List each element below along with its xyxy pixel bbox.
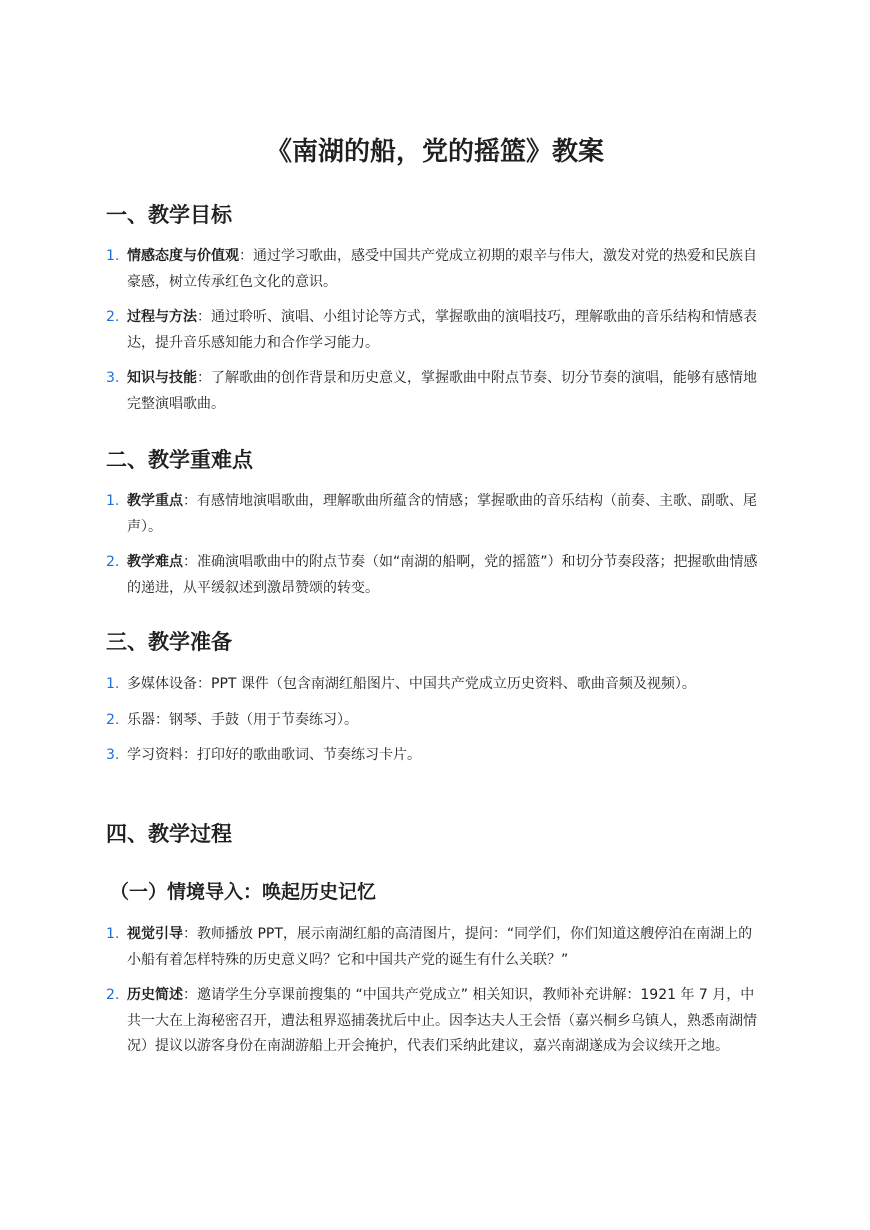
item-text: ：准确演唱歌曲中的附点节奏（如“南湖的船啊，党的摇篮”）和切分节奏段落；把握歌曲情感的递进，从平缓叙述到激昂赞颂的转变。 bbox=[127, 554, 758, 596]
list-item bbox=[106, 305, 766, 356]
item-label: 历史简述 bbox=[127, 987, 183, 1003]
list-number: 1. bbox=[106, 926, 120, 942]
process-list bbox=[106, 922, 766, 1060]
list-number: 3. bbox=[106, 370, 120, 386]
list-number: 2. bbox=[106, 309, 120, 325]
list-item bbox=[106, 672, 766, 698]
item-text: ：教师播放 PPT，展示南湖红船的高清图片，提问：“同学们，你们知道这艘停泊在南湖上的小船有着怎样特殊的历史意义吗？它和中国共产党的诞生有什么关联？” bbox=[127, 926, 753, 968]
list-item bbox=[106, 366, 766, 417]
subsection-heading-intro: （一）情境导入：唤起历史记忆 bbox=[110, 881, 377, 903]
key-points-list bbox=[106, 489, 766, 601]
item-text: ：有感情地演唱歌曲，理解歌曲所蕴含的情感；掌握歌曲的音乐结构（前奏、主歌、副歌、尾声）。 bbox=[127, 493, 757, 535]
item-label: 视觉引导 bbox=[127, 926, 183, 942]
item-text: 乐器：钢琴、手鼓（用于节奏练习）。 bbox=[127, 711, 358, 728]
section-heading-objectives: 一、教学目标 bbox=[106, 203, 232, 227]
list-number: 2. bbox=[106, 987, 120, 1003]
item-text: ：通过学习歌曲，感受中国共产党成立初期的艰辛与伟大，激发对党的热爱和民族自豪感，树立传承红色文化的意识。 bbox=[127, 248, 757, 290]
objectives-list bbox=[106, 244, 766, 417]
item-label: 教学重点 bbox=[127, 493, 183, 509]
list-number: 1. bbox=[106, 248, 120, 264]
item-label: 知识与技能 bbox=[127, 370, 197, 386]
item-text: 学习资料：打印好的歌曲歌词、节奏练习卡片。 bbox=[127, 747, 421, 763]
list-item bbox=[106, 983, 766, 1060]
item-text: ：通过聆听、演唱、小组讨论等方式，掌握歌曲的演唱技巧，理解歌曲的音乐结构和情感表达，提升音乐感知能力和合作学习能力。 bbox=[127, 309, 757, 351]
preparation-list bbox=[106, 672, 766, 769]
list-number: 3. bbox=[106, 747, 120, 763]
list-number: 2. bbox=[106, 711, 120, 728]
list-item bbox=[106, 743, 766, 769]
list-item bbox=[106, 244, 766, 295]
item-label: 教学难点 bbox=[127, 554, 183, 570]
section-heading-preparation: 三、教学准备 bbox=[106, 630, 232, 654]
item-text: ：邀请学生分享课前搜集的 “中国共产党成立” 相关知识，教师补充讲解：1921 年 7 月，中共一大在上海秘密召开，遭法租界巡捕袭扰后中止。因李达夫人王会悟（嘉兴桐乡乌镇人，熟悉南湖情况）提议以游客身份在南湖游船上开会掩护，代表们采纳此建议，嘉兴南湖遂成为会议续开之地。 bbox=[127, 987, 757, 1054]
list-number: 2. bbox=[106, 554, 120, 570]
document-title: 《南湖的船，党的摇篮》教案 bbox=[265, 137, 604, 167]
item-text: 多媒体设备：PPT 课件（包含南湖红船图片、中国共产党成立历史资料、歌曲音频及视频）。 bbox=[127, 676, 696, 692]
section-heading-key-points: 二、教学重难点 bbox=[106, 448, 253, 472]
list-number: 1. bbox=[106, 676, 120, 692]
list-item bbox=[106, 708, 766, 734]
list-item bbox=[106, 922, 766, 973]
section-heading-process: 四、教学过程 bbox=[106, 822, 232, 846]
list-item bbox=[106, 489, 766, 540]
item-label: 过程与方法 bbox=[127, 309, 197, 325]
list-item bbox=[106, 550, 766, 601]
item-label: 情感态度与价值观 bbox=[127, 248, 239, 264]
list-number: 1. bbox=[106, 493, 120, 509]
item-text: ：了解歌曲的创作背景和历史意义，掌握歌曲中附点节奏、切分节奏的演唱，能够有感情地完整演唱歌曲。 bbox=[127, 370, 757, 412]
